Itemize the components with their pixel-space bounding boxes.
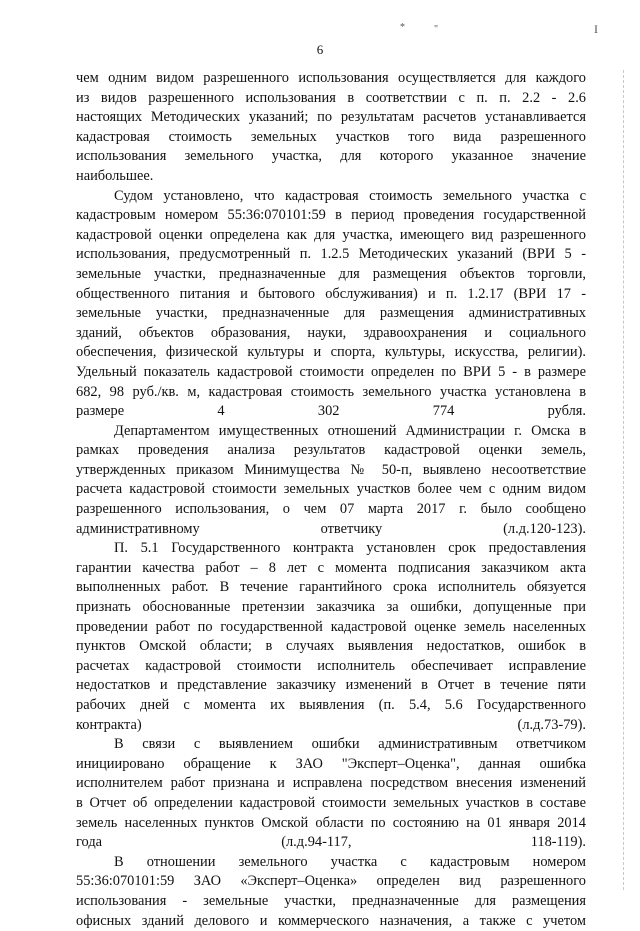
body-paragraph [76,539,586,735]
text-line: использования земельного участка, для которого указанное значение [76,148,586,165]
text-line: Департаментом имущественных отношений Администрации г. Омска в [114,422,586,439]
text-line: контракта) (л.д.73-79). [76,716,586,733]
text-line: из видов разрешенного использования в соответствии с п. п. 2.2 - 2.6 [76,89,586,106]
text-line: земельные участки, предназначенные для размещения объектов торговли, [76,265,586,282]
body-paragraph [76,422,586,540]
body-paragraph [76,69,586,187]
text-line: выполненных работ. В течение гарантийного срока исполнитель обязуется [76,579,586,596]
text-line: В отношении земельного участка с кадастровым номером [114,853,586,870]
text-line: земель населенных пунктов Омской области по состоянию на 01 января 2014 [76,814,586,831]
text-line: кадастровая стоимость земельных участков того вида разрешенного [76,128,586,145]
text-line: в Отчет об определении кадастровой стоимости земельных участков в составе [76,794,586,811]
text-line: исполнителем работ признана и исправлена посредством внесения изменений [76,775,586,792]
text-line: Судом установлено, что кадастровая стоимость земельного участка с [114,187,586,204]
text-line: разрешенного использования, о чем 07 марта 2017 г. было сообщено [76,501,586,518]
text-line: кадастровой оценки определена как для участка, имеющего вид разрешенного [76,226,586,243]
text-line: инициировано обращение к ЗАО "Эксперт–Оценка", данная ошибка [76,755,586,772]
text-line: настоящих Методических указаний; по результатам расчетов устанавливается [76,109,586,126]
body-paragraph [76,853,586,931]
text-line: 55:36:070101:59 ЗАО «Эксперт–Оценка» определен вид разрешенного [76,873,586,890]
scan-artifact-mark: " [434,24,439,35]
text-line: утвержденных приказом Минимущества № 50-п, выявлено несоответствие [76,461,586,478]
text-line: проведении работ по государственной кадастровой оценке земель населенных [76,618,586,635]
text-line: кадастровым номером 55:36:070101:59 в период проведения государственной [76,207,586,224]
text-line: рабочих дней с момента их выявления (п. 5.4, 5.6 Государственного [76,697,586,713]
text-line: обеспечения, физической культуры и спорта, культуры, искусства, религии). [76,344,586,361]
text-line: недостатков и представление заказчику изменений в Отчет в течение пяти [76,677,586,694]
text-line: земельные участки, предназначенные для размещения административных [76,305,586,322]
document-body [76,69,586,931]
text-line: размере 4 302 774 рубля. [76,403,586,420]
text-line: использования, предусмотренный п. 1.2.5 Методических указаний (ВРИ 5 - [76,246,586,263]
text-line: чем одним видом разрешенного использования осуществляется для каждого [76,70,586,86]
text-line: использования - земельные участки, предназначенные для размещения [76,892,586,909]
scan-edge-line [623,70,624,890]
text-line: офисных зданий делового и коммерческого назначения, а также с учетом [76,912,586,929]
text-line: расчета кадастровой стоимости земельных участков более чем с одним видом [76,481,586,498]
text-line: административному ответчику (л.д.120-123). [76,520,586,537]
text-line: Удельный показатель кадастровой стоимости определен по ВРИ 5 - в размере [76,363,586,380]
text-line: 682, 98 руб./кв. м, кадастровая стоимость земельного участка установлена в [76,383,586,400]
text-line: зданий, объектов образования, науки, здравоохранения и социального [76,324,586,341]
text-line: расчетах кадастровой стоимости исполнитель обеспечивает исправление [76,657,586,674]
body-paragraph [76,735,586,853]
text-line: наибольшее. [76,167,154,184]
text-line: общественного питания и бытового обслуживания) и п. 1.2.17 (ВРИ 17 - [76,285,586,302]
text-line: В связи с выявлением ошибки административным ответчиком [114,736,586,753]
text-line: года (л.д.94-117, 118-119). [76,834,586,851]
text-line: П. 5.1 Государственного контракта установлен срок предоставления [114,540,586,557]
text-line: пунктов Омской области; в случаях выявления недостатков, ошибок в [76,638,586,655]
scan-artifact-mark: * [400,22,405,33]
body-paragraph [76,187,586,422]
text-line: гарантии качества работ – 8 лет с момента подписания заказчиком акта [76,559,586,576]
text-line: признать обоснованные претензии заказчика за ошибки, допущенные при [76,599,586,616]
scan-artifact-mark: I [594,22,598,36]
text-line: рамках проведения анализа результатов кадастровой оценки земель, [76,442,586,459]
page-number: 6 [316,42,324,57]
